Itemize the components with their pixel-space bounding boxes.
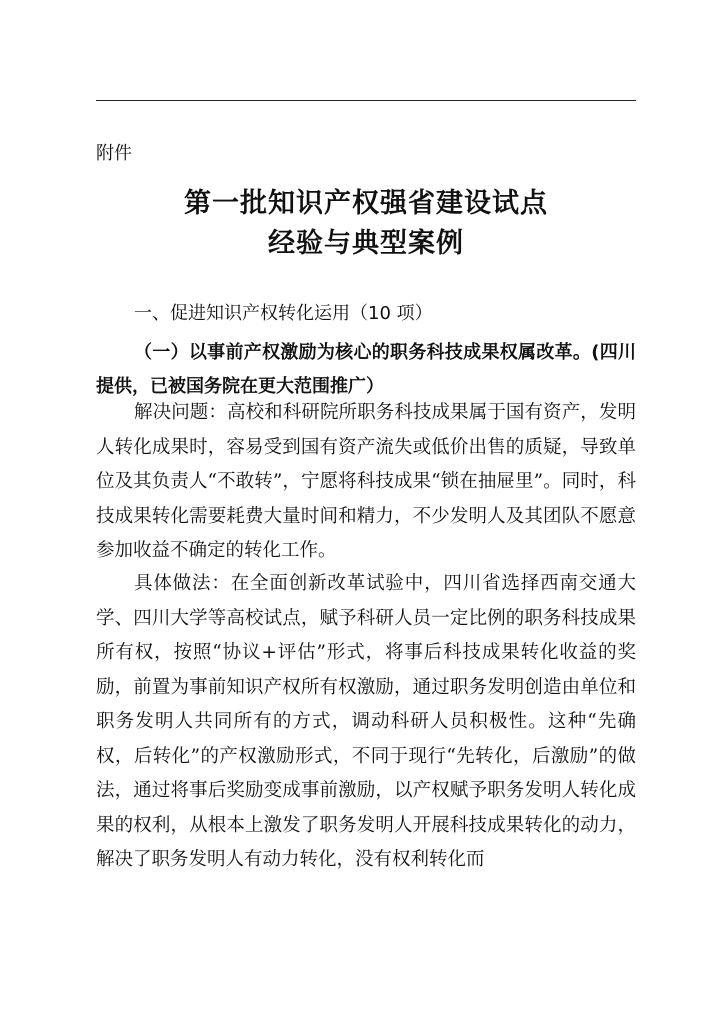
- document-title-line-1: 第一批知识产权强省建设试点: [184, 188, 548, 219]
- paragraph-approach: 具体做法：在全面创新改革试验中，四川省选择西南交通大学、四川大学等高校试点，赋予科研人员一定比例的职务科技成果所有权，按照“协议+评估”形式，将事后科技成果转化收益的奖励，前置为事前知识产权所有权激励，通过职务发明创造由单位和职务发明人共同所有的方式，调动科研人员积极性。这种“先确权，后转化”的产权激励形式，不同于现行“先转化，后激励”的做法，通过将事后奖励变成事前激励，以产权赋予职务发明人转化成果的权利，从根本上激发了职务发明人开展科技成果转化的动力，解决了职务发明人有动力转化，没有权利转化而: [96, 573, 636, 870]
- attachment-label: 附件: [96, 143, 132, 164]
- case-title: （一）以事前产权激励为核心的职务科技成果权属改革。(四川提供，已被国务院在更大范围推广）: [96, 342, 636, 397]
- paragraph-problem: 解决问题：高校和科研院所职务科技成果属于国有资产，发明人转化成果时，容易受到国有资产流失或低价出售的质疑，导致单位及其负责人“不敢转”，宁愿将科技成果“锁在抽屉里”。同时，科技成果转化需要耗费大量时间和精力，不少发明人及其团队不愿意参加收益不确定的转化工作。: [96, 402, 636, 561]
- document-title-line-2: 经验与典型案例: [268, 228, 464, 259]
- section-heading: 一、促进知识产权转化运用（10 项）: [134, 303, 433, 324]
- header-rule: [96, 100, 636, 101]
